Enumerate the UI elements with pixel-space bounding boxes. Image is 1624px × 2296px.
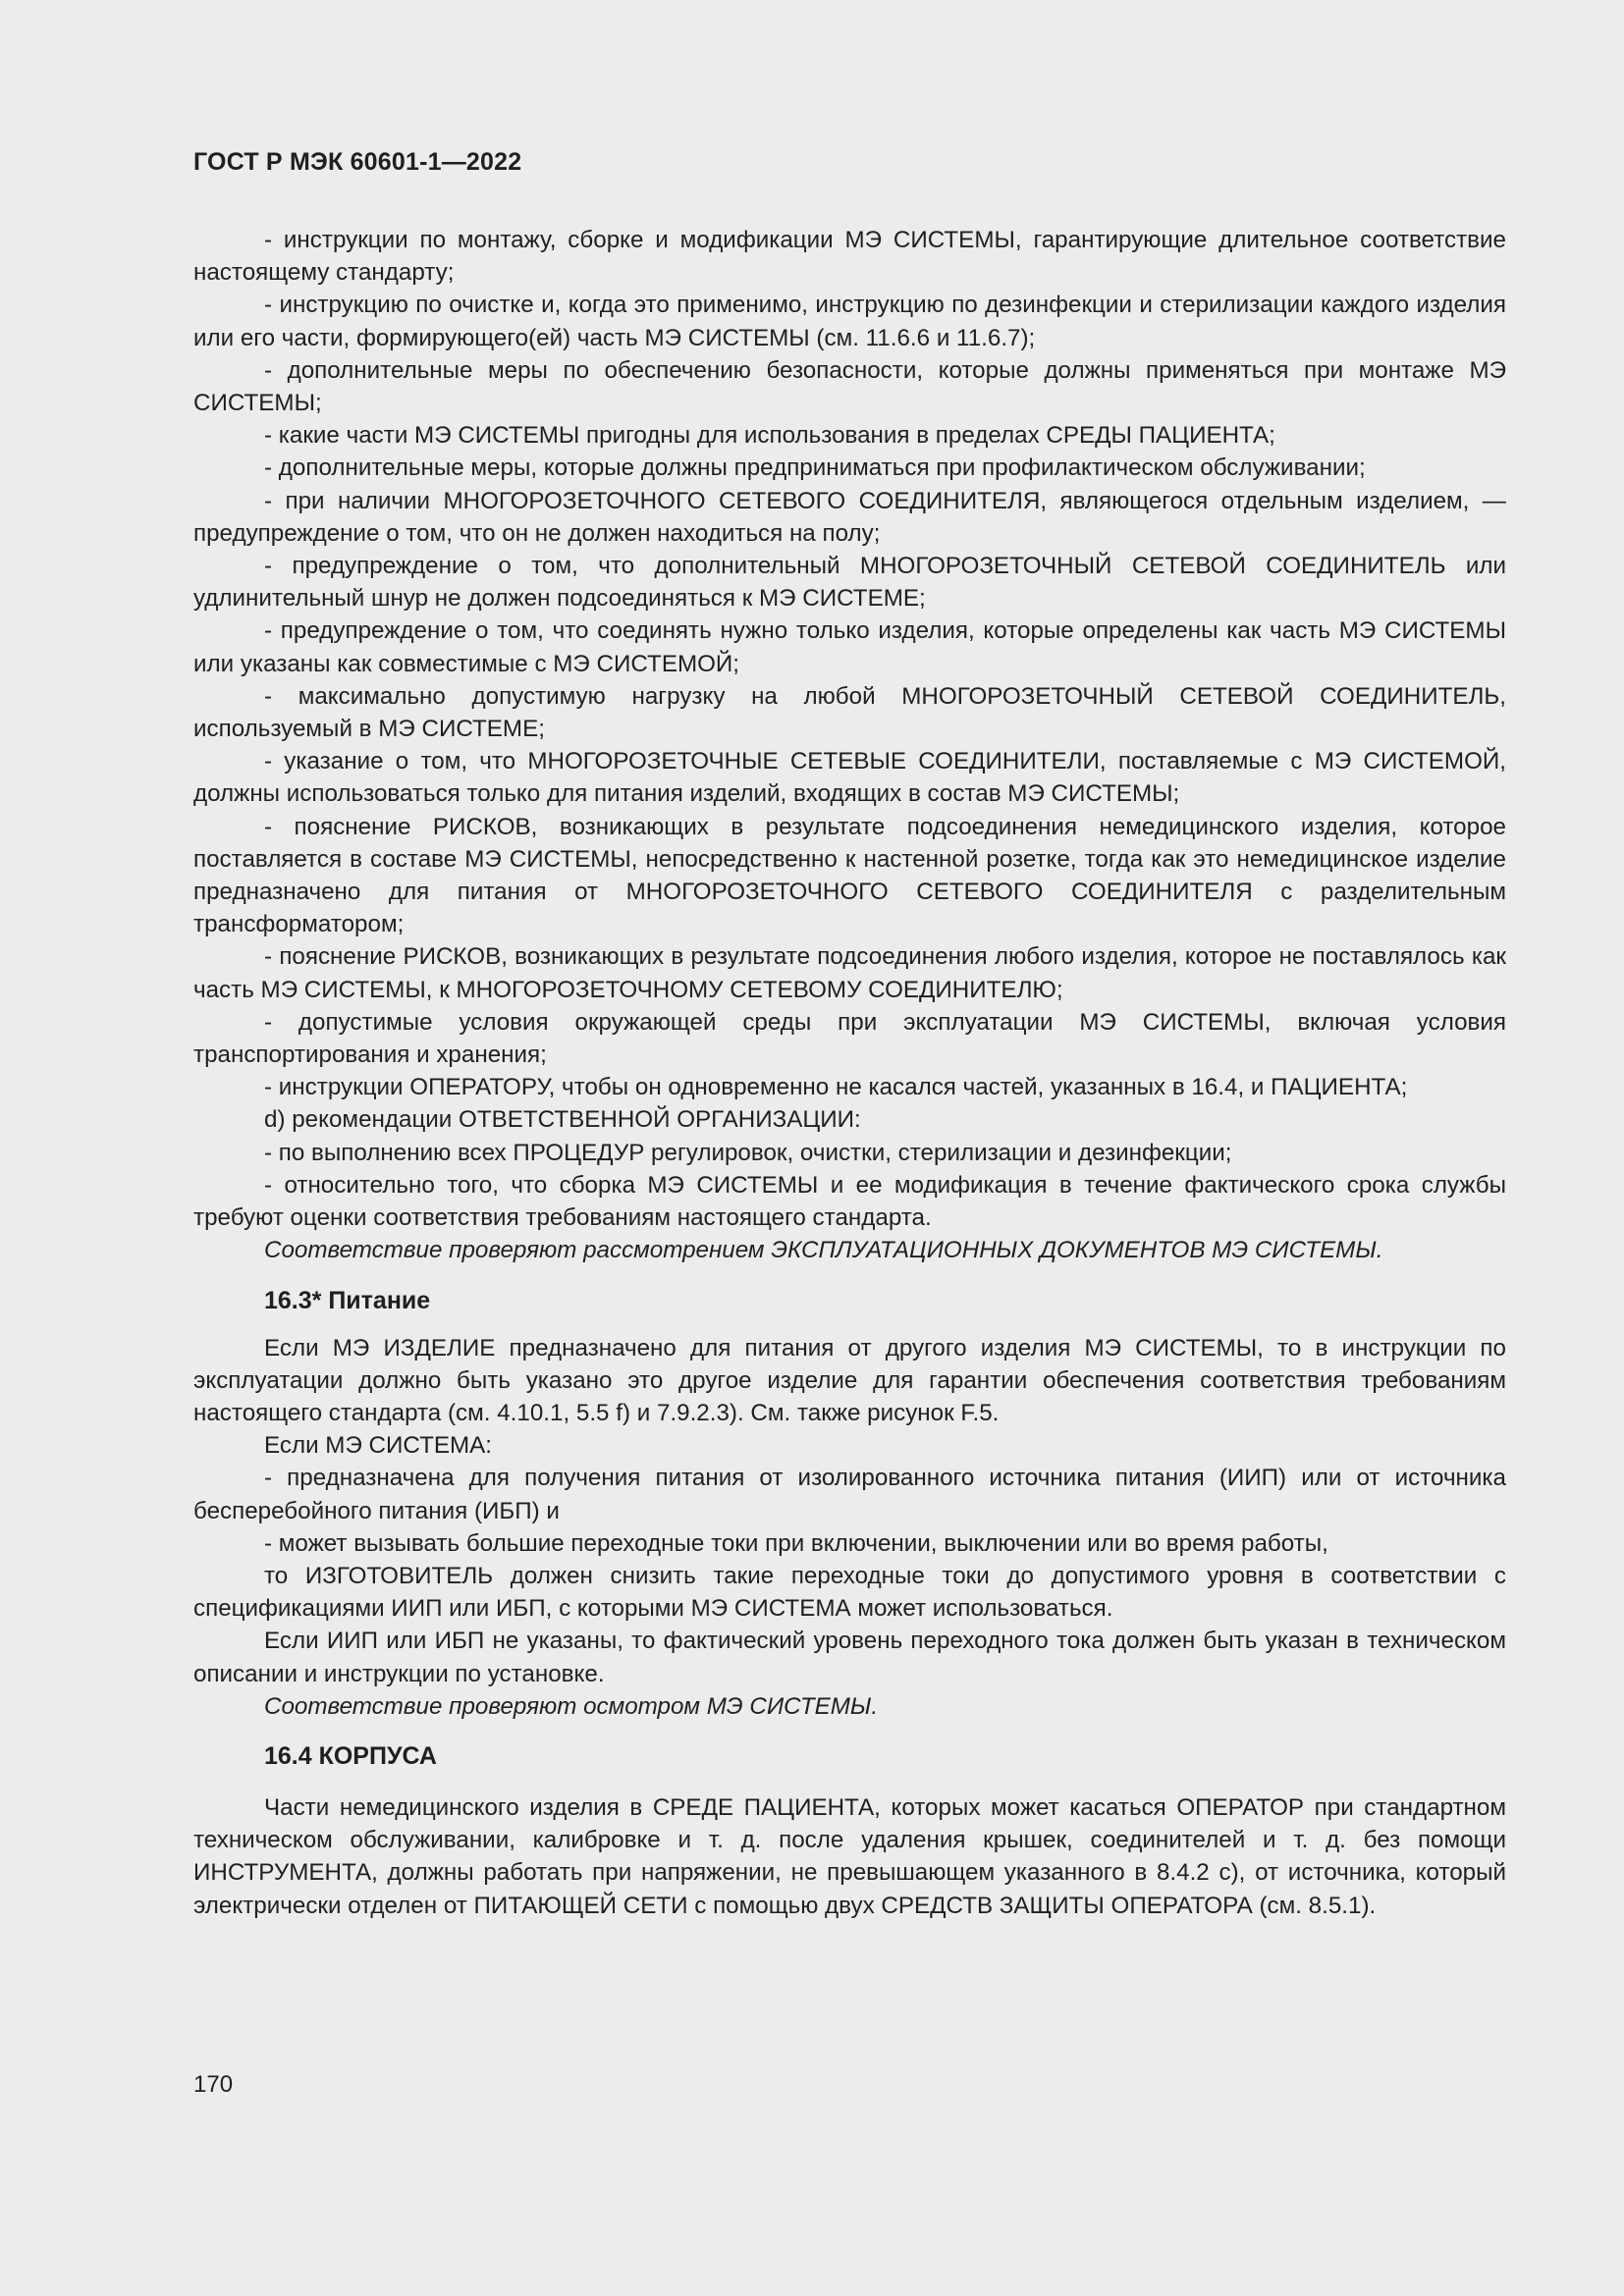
paragraph-24: Части немедицинского изделия в СРЕДЕ ПАЦИЕНТА, которых может касаться ОПЕРАТОР при стандартном техническом обслуживании, калибровке и т. д. после удаления крышек, соединителей и т. д. без помощи ИНСТРУМЕНТА, должны работать при напряжении, не превышающем указанного в 8.4.2 c), от источника, который электрически отделен от ПИТАЮЩЕЙ СЕТИ с помощью двух СРЕДСТВ ЗАЩИТЫ ОПЕРАТОРА (см. 8.5.1). xyxy=(193,1793,1506,1919)
paragraph-15: d) рекомендации ОТВЕТСТВЕННОЙ ОРГАНИЗАЦИИ: xyxy=(264,1106,861,1134)
page-number: 170 xyxy=(193,2071,234,2098)
paragraph-16: - по выполнению всех ПРОЦЕДУР регулировок, очистки, стерилизации и дезинфекции; xyxy=(264,1139,1232,1166)
paragraph-19: Если МЭ СИСТЕМА: xyxy=(264,1432,492,1460)
paragraph-21: - может вызывать большие переходные токи при включении, выключении или во время работы, xyxy=(264,1529,1328,1557)
section-heading-16-4: 16.4 КОРПУСА xyxy=(264,1741,437,1770)
paragraph-1: - инструкции по монтажу, сборке и модификации МЭ СИСТЕМЫ, гарантирующие длительное соответствие настоящему стандарту; xyxy=(193,227,1506,287)
paragraph-4: - какие части МЭ СИСТЕМЫ пригодны для использования в пределах СРЕДЫ ПАЦИЕНТА; xyxy=(264,422,1275,450)
paragraph-13: - допустимые условия окружающей среды при эксплуатации МЭ СИСТЕМЫ, включая условия транспортирования и хранения; xyxy=(193,1008,1506,1069)
paragraph-7: - предупреждение о том, что дополнительный МНОГОРОЗЕТОЧНЫЙ СЕТЕВОЙ СОЕДИНИТЕЛЬ или удлинительный шнур не должен подсоединяться к МЭ СИСТЕМЕ; xyxy=(193,553,1506,613)
paragraph-12: - пояснение РИСКОВ, возникающих в результате подсоединения любого изделия, которое не поставлялось как часть МЭ СИСТЕМЫ, к МНОГОРОЗЕТОЧНОМУ СЕТЕВОМУ СОЕДИНИТЕЛЮ; xyxy=(193,943,1506,1003)
paragraph-9: - максимально допустимую нагрузку на любой МНОГОРОЗЕТОЧНЫЙ СЕТЕВОЙ СОЕДИНИТЕЛЬ, используемый в МЭ СИСТЕМЕ; xyxy=(193,682,1506,743)
paragraph-3: - дополнительные меры по обеспечению безопасности, которые должны применяться при монтаже МЭ СИСТЕМЫ; xyxy=(193,356,1506,417)
paragraph-11: - пояснение РИСКОВ, возникающих в результате подсоединения немедицинского изделия, которое поставляется в составе МЭ СИСТЕМЫ, непосредственно к настенной розетке, тогда как это немедицинское изделие предназначено для питания от МНОГОРОЗЕТОЧНОГО СЕТЕВОГО СОЕДИНИТЕЛЯ с разделительным трансформатором; xyxy=(193,813,1506,938)
paragraph-18: Если МЭ ИЗДЕЛИЕ предназначено для питания от другого изделия МЭ СИСТЕМЫ, то в инструкции по эксплуатации должно быть указано это другое изделие для гарантии обеспечения соответствия требованиям настоящего стандарта (см. 4.10.1, 5.5 f) и 7.9.2.3). См. также рисунок F.5. xyxy=(193,1334,1506,1426)
document-header: ГОСТ Р МЭК 60601-1—2022 xyxy=(193,148,522,176)
paragraph-8: - предупреждение о том, что соединять нужно только изделия, которые определены как часть МЭ СИСТЕМЫ или указаны как совместимые с МЭ СИСТЕМОЙ; xyxy=(193,617,1506,677)
section-heading-16-3: 16.3* Питание xyxy=(264,1286,431,1314)
paragraph-23: Если ИИП или ИБП не указаны, то фактический уровень переходного тока должен быть указан в техническом описании и инструкции по установке. xyxy=(193,1628,1506,1687)
paragraph-6: - при наличии МНОГОРОЗЕТОЧНОГО СЕТЕВОГО СОЕДИНИТЕЛЯ, являющегося отдельным изделием, — предупреждение о том, что он не должен находиться на полу; xyxy=(193,487,1506,547)
paragraph-2: - инструкцию по очистке и, когда это применимо, инструкцию по дезинфекции и стерилизации каждого изделия или его части, формирующего(ей) часть МЭ СИСТЕМЫ (см. 11.6.6 и 11.6.7); xyxy=(193,292,1506,351)
paragraph-20: - предназначена для получения питания от изолированного источника питания (ИИП) или от источника бесперебойного питания (ИБП) и xyxy=(193,1465,1506,1524)
paragraph-22: то ИЗГОТОВИТЕЛЬ должен снизить такие переходные токи до допустимого уровня в соответствии с спецификациями ИИП или ИБП, с которыми МЭ СИСТЕМА может использоваться. xyxy=(193,1562,1506,1623)
paragraph-5: - дополнительные меры, которые должны предприниматься при профилактическом обслуживании; xyxy=(264,454,1366,482)
conformity-check-note-1: Соответствие проверяют рассмотрением ЭКСПЛУАТАЦИОННЫХ ДОКУМЕНТОВ МЭ СИСТЕМЫ. xyxy=(264,1237,1383,1264)
paragraph-17: - относительно того, что сборка МЭ СИСТЕМЫ и ее модификация в течение фактического срока службы требуют оценки соответствия требованиям настоящего стандарта. xyxy=(193,1171,1506,1232)
paragraph-14: - инструкции ОПЕРАТОРУ, чтобы он одновременно не касался частей, указанных в 16.4, и ПАЦИЕНТА; xyxy=(264,1074,1408,1101)
document-body xyxy=(193,224,1506,1922)
conformity-check-note-2: Соответствие проверяют осмотром МЭ СИСТЕМЫ. xyxy=(264,1692,879,1720)
paragraph-10: - указание о том, что МНОГОРОЗЕТОЧНЫЕ СЕТЕВЫЕ СОЕДИНИТЕЛИ, поставляемые с МЭ СИСТЕМОЙ, должны использоваться только для питания изделий, входящих в состав МЭ СИСТЕМЫ; xyxy=(193,748,1506,808)
